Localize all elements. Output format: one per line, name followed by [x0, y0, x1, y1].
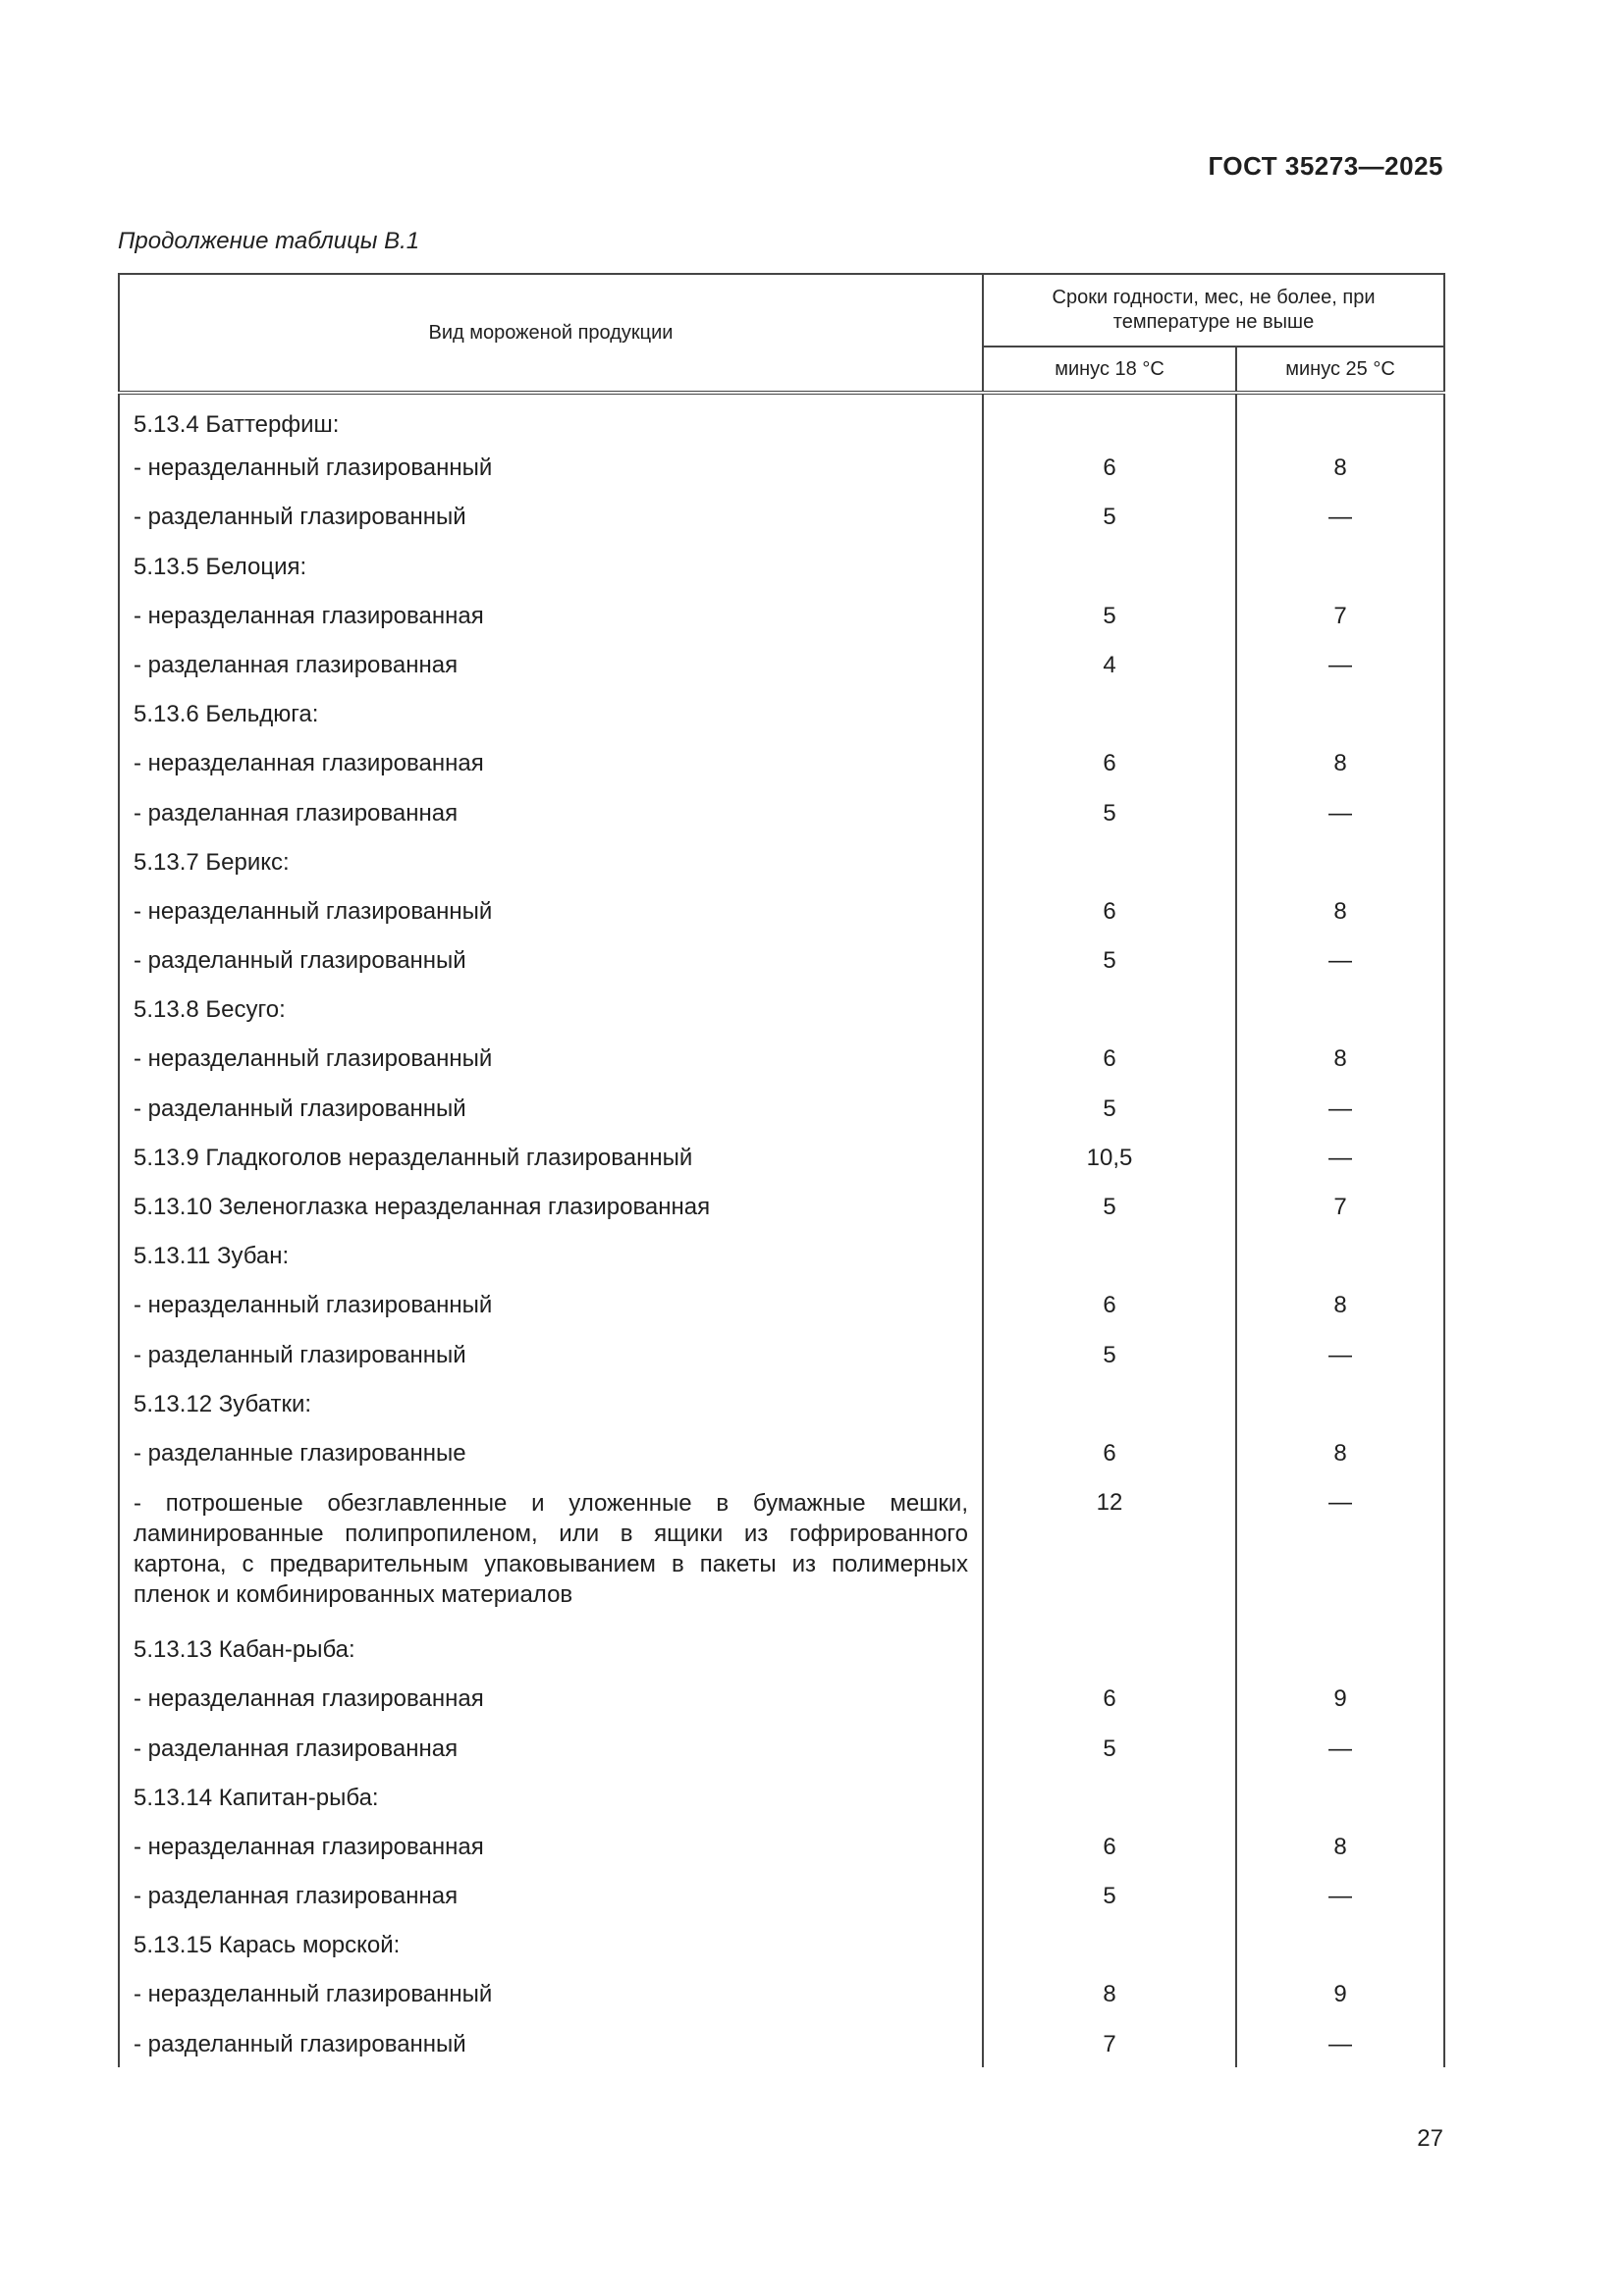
minus-18-value: 6 [983, 1279, 1236, 1328]
minus-18-value [983, 1230, 1236, 1279]
minus-25-value [1236, 1230, 1444, 1279]
product-name-cell: 5.13.13 Кабан-рыба: [119, 1624, 983, 1673]
table-row [119, 836, 1444, 885]
table-row [119, 1083, 1444, 1132]
product-name-cell: 5.13.9 Гладкоголов неразделанный глазированный [119, 1132, 983, 1181]
table-row [119, 787, 1444, 836]
minus-25-value: — [1236, 1870, 1444, 1919]
minus-18-value: 5 [983, 1181, 1236, 1230]
table-row [119, 688, 1444, 737]
page-number: 27 [1417, 2125, 1443, 2152]
minus-18-value: 6 [983, 1427, 1236, 1476]
minus-25-value: 8 [1236, 1427, 1444, 1476]
header-minus-25: минус 25 °С [1236, 347, 1444, 393]
minus-25-value: — [1236, 1132, 1444, 1181]
minus-25-value: — [1236, 787, 1444, 836]
header-product-type: Вид мороженой продукции [119, 274, 983, 393]
table-row [119, 491, 1444, 540]
minus-18-value: 5 [983, 1083, 1236, 1132]
product-name-cell: - разделанные глазированные [119, 1427, 983, 1476]
minus-18-value [983, 1624, 1236, 1673]
minus-25-value [1236, 836, 1444, 885]
minus-18-value: 7 [983, 2018, 1236, 2067]
table-row [119, 1329, 1444, 1378]
minus-25-value [1236, 541, 1444, 590]
minus-18-value: 4 [983, 639, 1236, 688]
table-row [119, 1033, 1444, 1082]
minus-18-value [983, 541, 1236, 590]
product-name-cell: - неразделанный глазированный [119, 1279, 983, 1328]
product-name-cell: 5.13.10 Зеленоглазка неразделанная глазированная [119, 1181, 983, 1230]
table-row [119, 1968, 1444, 2017]
table-row [119, 1230, 1444, 1279]
minus-18-value: 6 [983, 1673, 1236, 1722]
table-row [119, 1279, 1444, 1328]
product-name-cell: - разделанная глазированная [119, 639, 983, 688]
product-name-cell: - потрошеные обезглавленные и уложенные в бумажные мешки, ламинированные полипропиленом, или в ящики из гофрированного картона, с предварительным упаковыванием в пакеты из полимерных пленок и комбинированных материалов [119, 1476, 983, 1624]
table-row [119, 1132, 1444, 1181]
minus-18-value: 5 [983, 1723, 1236, 1772]
minus-18-value: 12 [983, 1476, 1236, 1624]
table-caption: Продолжение таблицы В.1 [118, 228, 420, 254]
minus-18-value: 5 [983, 1329, 1236, 1378]
table-row [119, 1181, 1444, 1230]
table-row [119, 442, 1444, 491]
minus-25-value [1236, 984, 1444, 1033]
product-name-cell: 5.13.5 Белоция: [119, 541, 983, 590]
table-row [119, 1427, 1444, 1476]
minus-25-value: — [1236, 1329, 1444, 1378]
minus-25-value: 9 [1236, 1968, 1444, 2017]
minus-25-value: — [1236, 1476, 1444, 1624]
product-name-cell: 5.13.4 Баттерфиш: [119, 393, 983, 442]
table-row [119, 639, 1444, 688]
table-row [119, 1821, 1444, 1870]
minus-25-value: 7 [1236, 1181, 1444, 1230]
product-name-cell: 5.13.12 Зубатки: [119, 1378, 983, 1427]
minus-18-value [983, 1378, 1236, 1427]
minus-25-value: 9 [1236, 1673, 1444, 1722]
minus-18-value [983, 393, 1236, 442]
table-row [119, 1378, 1444, 1427]
product-name-cell: - неразделанный глазированный [119, 1968, 983, 2017]
minus-18-value: 6 [983, 1033, 1236, 1082]
product-name-cell: - неразделанный глазированный [119, 885, 983, 934]
header-shelf-life: Сроки годности, мес, не более, при температуре не выше [983, 274, 1444, 347]
minus-25-value: — [1236, 2018, 1444, 2067]
table-row [119, 541, 1444, 590]
table-row [119, 1723, 1444, 1772]
product-name-cell: - неразделанная глазированная [119, 737, 983, 786]
minus-25-value [1236, 1919, 1444, 1968]
minus-18-value: 8 [983, 1968, 1236, 2017]
product-name-cell: - разделанный глазированный [119, 491, 983, 540]
minus-18-value: 5 [983, 934, 1236, 984]
minus-18-value: 5 [983, 787, 1236, 836]
minus-18-value: 6 [983, 442, 1236, 491]
document-id: ГОСТ 35273—2025 [1208, 151, 1443, 181]
minus-25-value: 8 [1236, 442, 1444, 491]
table-body [119, 393, 1444, 2067]
table-row [119, 1919, 1444, 1968]
minus-25-value: 8 [1236, 885, 1444, 934]
minus-18-value [983, 688, 1236, 737]
shelf-life-table [118, 273, 1445, 2067]
minus-18-value [983, 1919, 1236, 1968]
product-name-cell: 5.13.15 Карась морской: [119, 1919, 983, 1968]
minus-25-value: 8 [1236, 737, 1444, 786]
minus-25-value [1236, 688, 1444, 737]
product-name-cell: - разделанный глазированный [119, 1083, 983, 1132]
product-name-cell: - разделанная глазированная [119, 1723, 983, 1772]
table-row [119, 1624, 1444, 1673]
minus-25-value [1236, 1624, 1444, 1673]
product-name-cell: 5.13.7 Берикс: [119, 836, 983, 885]
minus-25-value: 8 [1236, 1033, 1444, 1082]
minus-25-value: — [1236, 1723, 1444, 1772]
minus-18-value: 6 [983, 737, 1236, 786]
table-row [119, 934, 1444, 984]
product-name-cell: - неразделанная глазированная [119, 590, 983, 639]
table-row [119, 737, 1444, 786]
minus-25-value: 7 [1236, 590, 1444, 639]
table-row [119, 1476, 1444, 1624]
minus-18-value: 6 [983, 1821, 1236, 1870]
minus-25-value: 8 [1236, 1279, 1444, 1328]
minus-25-value [1236, 1772, 1444, 1821]
product-name-cell: - разделанный глазированный [119, 1329, 983, 1378]
product-name-cell: 5.13.6 Бельдюга: [119, 688, 983, 737]
product-name-cell: - разделанный глазированный [119, 934, 983, 984]
product-name-cell: 5.13.11 Зубан: [119, 1230, 983, 1279]
table-row [119, 984, 1444, 1033]
table-row [119, 1772, 1444, 1821]
minus-18-value [983, 984, 1236, 1033]
product-name-cell: 5.13.14 Капитан-рыба: [119, 1772, 983, 1821]
minus-25-value: — [1236, 491, 1444, 540]
table-row [119, 1673, 1444, 1722]
table-row [119, 885, 1444, 934]
product-name-cell: - разделанная глазированная [119, 1870, 983, 1919]
table-row [119, 2018, 1444, 2067]
product-name-cell: - разделанная глазированная [119, 787, 983, 836]
product-name-cell: - неразделанная глазированная [119, 1821, 983, 1870]
minus-25-value: — [1236, 1083, 1444, 1132]
minus-18-value: 5 [983, 590, 1236, 639]
minus-25-value: 8 [1236, 1821, 1444, 1870]
minus-25-value [1236, 1378, 1444, 1427]
minus-18-value: 10,5 [983, 1132, 1236, 1181]
product-name-cell: 5.13.8 Бесуго: [119, 984, 983, 1033]
table-header [119, 274, 1444, 393]
minus-18-value [983, 836, 1236, 885]
table-row [119, 590, 1444, 639]
product-name-cell: - неразделанный глазированный [119, 1033, 983, 1082]
table-row [119, 1870, 1444, 1919]
product-name-cell: - неразделанная глазированная [119, 1673, 983, 1722]
minus-25-value: — [1236, 639, 1444, 688]
minus-18-value: 5 [983, 491, 1236, 540]
minus-18-value: 6 [983, 885, 1236, 934]
minus-25-value [1236, 393, 1444, 442]
minus-18-value [983, 1772, 1236, 1821]
product-name-cell: - неразделанный глазированный [119, 442, 983, 491]
table-row [119, 393, 1444, 442]
product-name-cell: - разделанный глазированный [119, 2018, 983, 2067]
minus-25-value: — [1236, 934, 1444, 984]
header-minus-18: минус 18 °С [983, 347, 1236, 393]
minus-18-value: 5 [983, 1870, 1236, 1919]
